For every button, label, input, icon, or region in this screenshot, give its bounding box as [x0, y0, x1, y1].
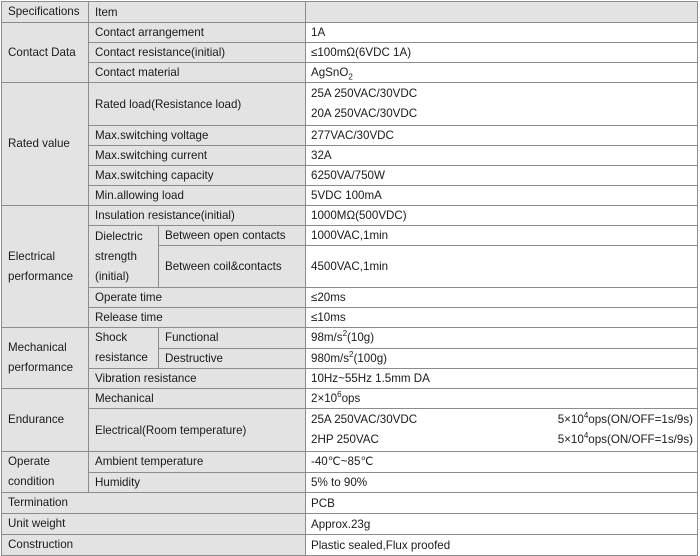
table-row — [2, 389, 698, 409]
item-shock-destructive: Destructive — [159, 348, 306, 369]
value-max-switching-capacity: 6250VA/750W — [306, 166, 698, 186]
endurance-electrical-line-1: 25A 250VAC/30VDC $5\times 10^4ops(ON/OFF=1s/9s)$ — [311, 411, 693, 426]
specifications-table — [1, 1, 698, 556]
table-row — [2, 328, 698, 349]
table-row — [2, 409, 698, 452]
category-termination: Termination — [2, 493, 306, 514]
value-contact-resistance: ≤100mΩ(6VDC 1A) — [306, 43, 698, 63]
table-row — [2, 288, 698, 308]
table-row — [2, 43, 698, 63]
table-row — [2, 186, 698, 206]
value-shock-functional: $98m/s^2(10g)$ — [306, 328, 698, 349]
table-row — [2, 226, 698, 246]
item-insulation-resistance: Insulation resistance(initial) — [89, 206, 306, 226]
item-between-coil-contacts: Between coil&contacts — [159, 246, 306, 288]
value-insulation-resistance: 1000MΩ(500VDC) — [306, 206, 698, 226]
value-ambient-temperature: -40℃~85℃ — [306, 452, 698, 473]
category-mechanical-performance: Mechanical performance — [2, 328, 89, 389]
value-construction: Plastic sealed,Flux proofed — [306, 535, 698, 556]
table-row — [2, 83, 698, 126]
table-row — [2, 493, 698, 514]
item-min-allowing-load: Min.allowing load — [89, 186, 306, 206]
item-contact-material: Contact material — [89, 63, 306, 83]
table-row — [2, 535, 698, 556]
value-between-coil-contacts: 4500VAC,1min — [306, 246, 698, 288]
value-rated-load — [306, 83, 698, 126]
group-dielectric-strength: Dielectric strength (initial) — [89, 226, 159, 288]
item-ambient-temperature: Ambient temperature — [89, 452, 306, 473]
header-item: Item — [89, 2, 306, 23]
table-header-row — [2, 2, 698, 23]
value-shock-destructive: $980m/s^2(100g)$ — [306, 348, 698, 369]
item-contact-resistance: Contact resistance(initial) — [89, 43, 306, 63]
item-between-open-contacts: Between open contacts — [159, 226, 306, 246]
value-humidity: 5% to 90% — [306, 472, 698, 493]
value-contact-material: AgSnO$_2$ — [306, 63, 698, 83]
item-endurance-mechanical: Mechanical — [89, 389, 306, 409]
table-row — [2, 23, 698, 43]
value-termination: PCB — [306, 493, 698, 514]
category-operate-condition: Operate condition — [2, 452, 89, 493]
value-max-switching-current: 32A — [306, 146, 698, 166]
category-electrical-performance: Electrical performance — [2, 206, 89, 328]
value-release-time: ≤10ms — [306, 308, 698, 328]
table-row — [2, 369, 698, 389]
header-specifications: Specifications — [2, 2, 89, 23]
rated-load-line-1: 25A 250VAC/30VDC — [311, 87, 418, 100]
item-rated-load: Rated load(Resistance load) — [89, 83, 306, 126]
category-construction: Construction — [2, 535, 306, 556]
item-max-switching-current: Max.switching current — [89, 146, 306, 166]
table-row — [2, 308, 698, 328]
item-operate-time: Operate time — [89, 288, 306, 308]
table-row — [2, 126, 698, 146]
endurance-electrical-line-2: 2HP 250VAC $5\times 10^4ops(ON/OFF=1s/9s)$ — [311, 431, 693, 446]
value-between-open-contacts: 1000VAC,1min — [306, 226, 698, 246]
table-row — [2, 206, 698, 226]
category-contact-data: Contact Data — [2, 23, 89, 83]
item-max-switching-capacity: Max.switching capacity — [89, 166, 306, 186]
table-row — [2, 146, 698, 166]
table-row — [2, 166, 698, 186]
item-max-switching-voltage: Max.switching voltage — [89, 126, 306, 146]
category-rated-value: Rated value — [2, 83, 89, 206]
item-vibration-resistance: Vibration resistance — [89, 369, 306, 389]
value-endurance-electrical — [306, 409, 698, 452]
header-value — [306, 2, 698, 23]
value-max-switching-voltage: 277VAC/30VDC — [306, 126, 698, 146]
rated-load-line-2: 20A 250VAC/30VDC — [311, 107, 418, 120]
value-vibration-resistance: 10Hz~55Hz 1.5mm DA — [306, 369, 698, 389]
value-operate-time: ≤20ms — [306, 288, 698, 308]
value-endurance-mechanical: $2\times 10^6ops$ — [306, 389, 698, 409]
table-row — [2, 514, 698, 535]
table-row — [2, 452, 698, 473]
item-contact-arrangement: Contact arrangement — [89, 23, 306, 43]
item-shock-functional: Functional — [159, 328, 306, 349]
category-unit-weight: Unit weight — [2, 514, 306, 535]
table-row — [2, 63, 698, 83]
item-humidity: Humidity — [89, 472, 306, 493]
value-unit-weight: Approx.23g — [306, 514, 698, 535]
item-release-time: Release time — [89, 308, 306, 328]
item-endurance-electrical: Electrical(Room temperature) — [89, 409, 306, 452]
category-endurance: Endurance — [2, 389, 89, 452]
table-row — [2, 472, 698, 493]
group-shock-resistance: Shock resistance — [89, 328, 159, 369]
value-contact-arrangement: 1A — [306, 23, 698, 43]
value-min-allowing-load: 5VDC 100mA — [306, 186, 698, 206]
